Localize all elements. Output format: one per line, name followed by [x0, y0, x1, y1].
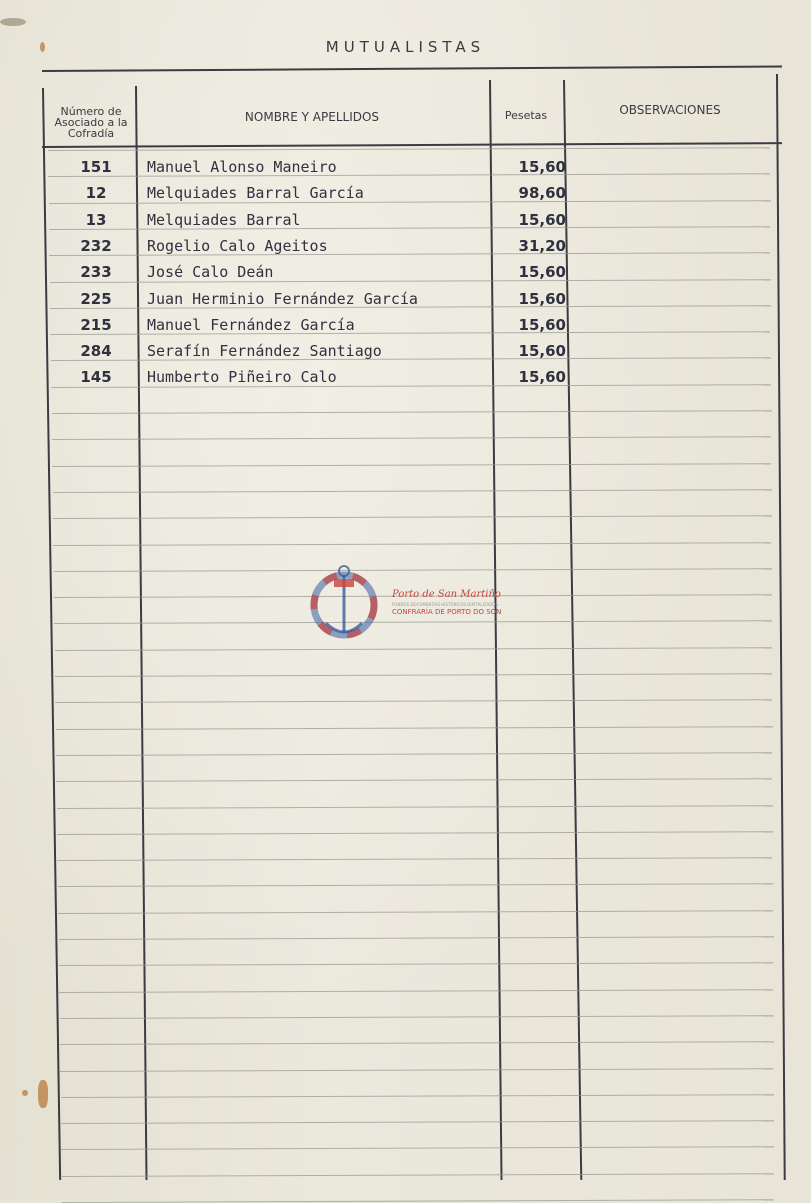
- member-number: 215: [80, 315, 112, 334]
- ruled-line: [60, 1068, 773, 1072]
- ruled-line: [57, 857, 772, 861]
- table-row: [42, 263, 782, 289]
- ruled-line: [48, 147, 770, 151]
- ruled-line: [59, 989, 773, 993]
- table-row: [42, 184, 782, 210]
- ruled-line: [55, 647, 772, 651]
- page-title: MUTUALISTAS: [325, 38, 486, 56]
- member-name: Manuel Fernández García: [147, 315, 355, 334]
- pesetas-amount: 15,60: [518, 158, 566, 176]
- table-row: [42, 316, 782, 342]
- pesetas-amount: 15,60: [518, 342, 566, 361]
- watermark-organization: CONFRARÍA DE PORTO DO SON: [392, 608, 502, 616]
- pesetas-amount: 15,60: [518, 368, 566, 387]
- member-number: 151: [80, 158, 112, 176]
- member-name: Humberto Piñeiro Calo: [147, 368, 337, 387]
- watermark-text: [392, 589, 501, 616]
- member-number: 284: [80, 342, 112, 361]
- table-row: [42, 211, 782, 237]
- ruled-line: [55, 673, 772, 677]
- ruled-line: [61, 1094, 774, 1098]
- watermark-subtitle: FONDOS DOCUMENTAIS HISTÓRICOS DIXITALIZADOS: [392, 602, 498, 607]
- ruled-line: [53, 542, 771, 546]
- ruled-line: [62, 1173, 774, 1177]
- ruled-line: [53, 489, 772, 493]
- member-number: 12: [85, 184, 107, 203]
- ruled-line: [51, 410, 770, 414]
- member-number: 233: [80, 263, 112, 282]
- pesetas-amount: 15,60: [518, 289, 566, 308]
- member-number: 232: [80, 236, 112, 255]
- table-row: [42, 342, 782, 368]
- rust-stain: [22, 1090, 28, 1096]
- ruled-line: [58, 936, 772, 940]
- member-number: 13: [85, 210, 107, 229]
- ruled-line: [59, 963, 773, 967]
- member-name: Melquiades Barral García: [147, 184, 364, 203]
- member-number: 225: [80, 289, 112, 308]
- ruled-line: [58, 910, 773, 914]
- ruled-line: [61, 1147, 773, 1151]
- member-name: Serafín Fernández Santiago: [147, 342, 382, 361]
- table-row: [42, 158, 782, 184]
- watermark-brand: Porto de San Martiño: [392, 589, 501, 600]
- member-name: Rogelio Calo Ageitos: [147, 236, 328, 255]
- member-name: Juan Herminio Fernández García: [147, 289, 418, 308]
- member-name: Melquiades Barral: [147, 210, 301, 229]
- pesetas-amount: 98,60: [518, 184, 566, 203]
- table-row: [42, 368, 782, 394]
- column-header-name: NOMBRE Y APELLIDOS: [244, 110, 380, 124]
- anchor-lifebuoy-icon: [308, 555, 388, 645]
- member-name: Manuel Alonso Maneiro: [147, 158, 337, 176]
- pesetas-amount: 15,60: [518, 263, 566, 282]
- ruled-line: [56, 778, 772, 782]
- column-header-number: Número de Asociado a la Cofradía: [54, 105, 128, 140]
- ruled-line: [61, 1120, 774, 1124]
- column-header-pesetas: Pesetas: [504, 109, 548, 122]
- pesetas-amount: 15,60: [518, 210, 566, 229]
- member-name: José Calo Deán: [147, 263, 274, 282]
- table-row: [42, 237, 782, 263]
- ruled-line: [56, 726, 772, 730]
- ruled-line: [52, 437, 771, 441]
- column-header-observations: OBSERVACIONES: [619, 103, 721, 117]
- watermark-logo: [308, 555, 508, 645]
- ruled-line: [55, 700, 772, 704]
- member-number: 145: [80, 368, 112, 387]
- table-row: [42, 290, 782, 316]
- ruled-line: [57, 805, 773, 809]
- pesetas-amount: 31,20: [518, 236, 566, 255]
- ruled-line: [58, 884, 773, 888]
- ruled-line: [52, 463, 771, 467]
- table-top-border: [42, 65, 782, 72]
- pesetas-amount: 15,60: [518, 315, 566, 334]
- ruled-line: [56, 752, 772, 756]
- ruled-line: [60, 1041, 773, 1045]
- ruled-line: [60, 1015, 774, 1019]
- rust-stain: [0, 18, 26, 26]
- ruled-line: [53, 515, 771, 519]
- ruled-line: [57, 831, 772, 835]
